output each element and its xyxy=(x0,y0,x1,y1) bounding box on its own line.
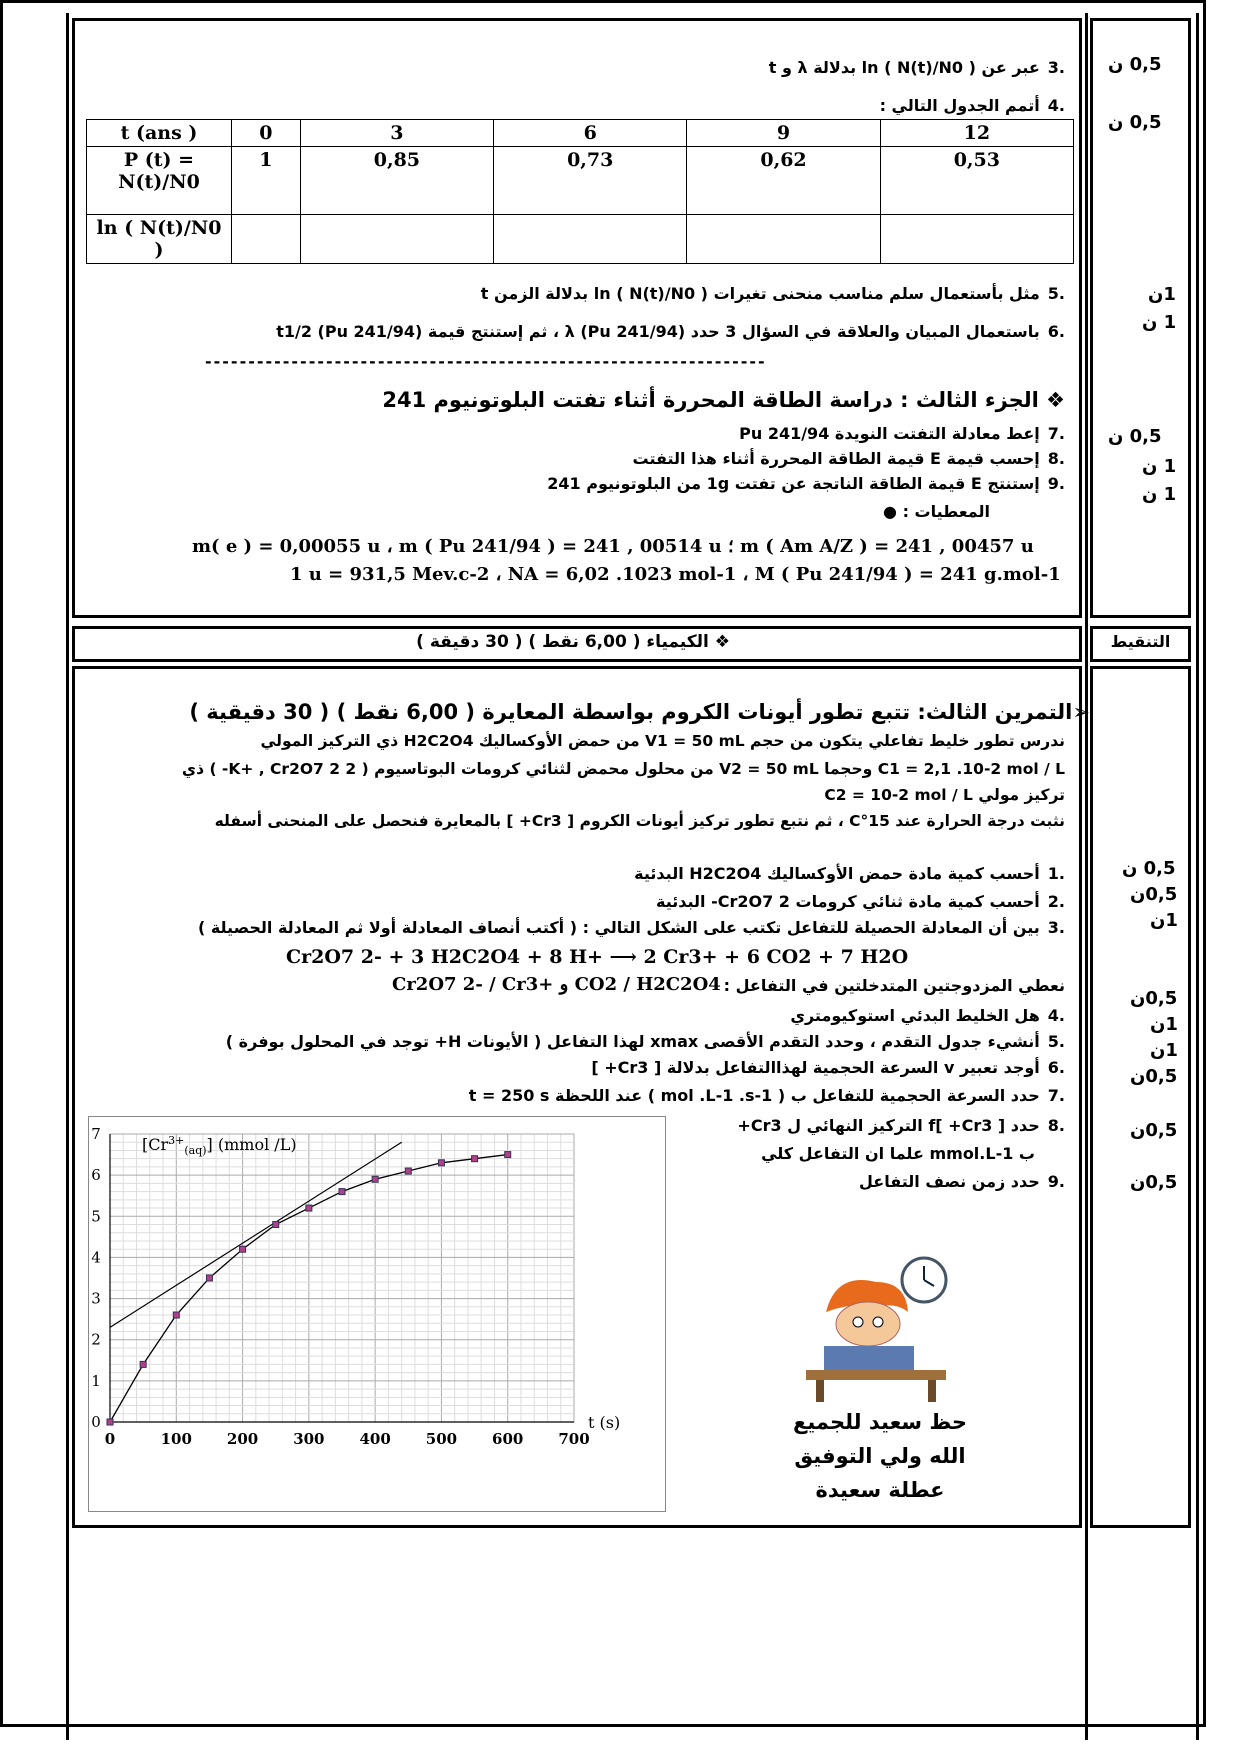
chemistry-title: ❖ الكيمياء ( 6,00 نقط ) ( 30 دقيقة ) xyxy=(416,632,730,652)
table-cell: 0,53 xyxy=(880,147,1073,215)
table-header-p: P (t) = N(t)/N0 xyxy=(87,147,232,215)
data-point xyxy=(107,1419,113,1425)
left-margin-line xyxy=(66,13,69,1740)
part3-question-7: .7إعط معادلة التفتت النويدة Pu 241/94 xyxy=(739,424,1065,443)
ex3-question-8-cont: ب mmol.L-1 علما ان التفاعل كلي xyxy=(761,1144,1035,1163)
y-tick-label: 5 xyxy=(91,1207,101,1226)
table-cell: 0,85 xyxy=(300,147,493,215)
y-tick-label: 1 xyxy=(91,1371,101,1390)
question-5: .5مثل بأستعمال سلم مناسب منحنى تغيرات ln ( N(t)/N0 ) بدلالة الزمن t xyxy=(480,284,1065,303)
y-tick-label: 4 xyxy=(91,1248,101,1267)
wish-line-2: الله ولي التوفيق xyxy=(794,1444,966,1468)
reaction-equation: Cr2O7 2- + 3 H2C2O4 + 8 H+ ⟶ 2 Cr3+ + 6 CO2 + 7 H2O xyxy=(286,946,909,968)
grade-ex3-q9: 0,5ن xyxy=(1130,1172,1178,1193)
ex3-question-2: .2أحسب كمية مادة ثنائي كرومات Cr2O7 2- البدئية xyxy=(656,892,1065,911)
ex3-question-5: .5أنشيء جدول التقدم ، وحدد التقدم الأقصى xmax لهذا التفاعل ( الأيونات H+ توجد في المحلول بوفرة ) xyxy=(225,1032,1065,1051)
data-point xyxy=(438,1160,444,1166)
grade-part3-q9: 1 ن xyxy=(1142,484,1177,505)
couples-intro: نعطي المزدوجتين المتدخلتين في التفاعل : xyxy=(723,976,1065,995)
x-tick-label: 0 xyxy=(104,1430,116,1448)
grade-ex3-q3: 1ن xyxy=(1150,910,1178,931)
data-point xyxy=(505,1152,511,1158)
grade-ex3-q5: 1ن xyxy=(1150,1014,1178,1035)
grade-ex3-q4: 0,5ن xyxy=(1130,988,1178,1009)
data-line-1: m( e ) = 0,00055 u ، m ( Pu 241/94 ) = 241 , 00514 u ؛ m ( Am A/Z ) = 241 , 00457 u xyxy=(192,536,1034,557)
table-header-t: t (ans ) xyxy=(87,120,232,147)
x-tick-label: 600 xyxy=(492,1430,524,1448)
right-margin-line xyxy=(1196,13,1199,1740)
table-header-ln: ln ( N(t)/N0 ) xyxy=(87,215,232,264)
intro-line-2: C1 = 2,1 .10-2 mol / L وحجما V2 = 50 mL من محلول محمض لثنائي كرومات البوتاسيوم ( 2 K+ , Cr2O7 2- ) ذي xyxy=(181,760,1065,778)
chart-y-axis-label: $[Cr^{3+}_{(aq)}]$ (mmol /L) xyxy=(142,1134,297,1157)
table-cell-empty xyxy=(232,215,301,264)
table-cell: 3 xyxy=(300,120,493,147)
question-3: .3عبر عن ln ( N(t)/N0 ) بدلالة λ و t xyxy=(768,58,1065,77)
data-point xyxy=(372,1176,378,1182)
ex3-question-4: .4هل الخليط البدئي استوكيومتري xyxy=(790,1006,1065,1025)
grade-q3: 0,5 ن xyxy=(1108,54,1162,75)
part3-title: ❖ الجزء الثالث : دراسة الطاقة المحررة أثناء تفتت البلوتونيوم 241 xyxy=(382,388,1065,412)
ex3-question-7: .7حدد السرعة الحجمية للتفاعل ب ( mol .L-1 .s-1 ) عند اللحظة t = 250 s xyxy=(468,1086,1065,1105)
table-cell: 0 xyxy=(232,120,301,147)
intro-line-1: ندرس تطور خليط تفاعلي يتكون من حجم V1 = 50 mL من حمض الأوكساليك H2C2O4 ذي التركيز المولي xyxy=(260,732,1065,750)
table-cell-empty xyxy=(880,215,1073,264)
wish-line-1: حظ سعيد للجميع xyxy=(792,1410,968,1434)
data-point xyxy=(339,1189,345,1195)
x-tick-label: 100 xyxy=(160,1430,192,1448)
data-point xyxy=(206,1275,212,1281)
x-tick-label: 200 xyxy=(226,1430,259,1448)
ex3-question-8: .8حدد [ Cr3+ ]f التركيز النهائي ل Cr3+ xyxy=(737,1116,1065,1135)
data-point xyxy=(140,1361,146,1367)
grade-column-label: التنقيط xyxy=(1110,632,1171,651)
ex3-question-1: .1أحسب كمية مادة حمض الأوكساليك H2C2O4 البدئية xyxy=(634,864,1065,883)
grade-ex3-q8: 0,5ن xyxy=(1130,1120,1178,1141)
data-point xyxy=(405,1168,411,1174)
data-point xyxy=(273,1222,279,1228)
x-tick-label: 700 xyxy=(558,1430,590,1448)
data-point xyxy=(306,1205,312,1211)
chart-x-axis-label: t (s) xyxy=(588,1413,621,1432)
intro-line-3: تركيز مولي C2 = 10-2 mol / L xyxy=(824,786,1065,804)
grade-part3-q7: 0,5 ن xyxy=(1108,426,1162,447)
data-line-2: 1 u = 931,5 Mev.c-2 ، NA = 6,02 .1023 mol-1 ، M ( Pu 241/94 ) = 241 g.mol-1 xyxy=(290,564,1061,585)
table-cell: 12 xyxy=(880,120,1073,147)
grade-ex3-q6: 1ن xyxy=(1150,1040,1178,1061)
y-tick-label: 3 xyxy=(91,1289,101,1308)
table-cell: 0,62 xyxy=(687,147,880,215)
grade-q5: 1ن xyxy=(1148,284,1176,305)
grade-q6: 1 ن xyxy=(1142,312,1177,333)
question-6: .6باستعمال المبيان والعلاقة في السؤال 3 حدد (Pu 241/94) λ ، ثم إستنتج قيمة t1/2 (Pu 241/94) xyxy=(276,322,1065,341)
table-cell: 6 xyxy=(494,120,687,147)
x-tick-label: 500 xyxy=(425,1430,458,1448)
question-4: .4أتمم الجدول التالي : xyxy=(879,96,1065,115)
data-point xyxy=(173,1312,179,1318)
grade-q4: 0,5 ن xyxy=(1108,112,1162,133)
x-tick-label: 300 xyxy=(293,1430,325,1448)
part3-question-9: .9إستنتج E قيمة الطاقة الناتجة عن تفتت 1g من البلوتونيوم 241 xyxy=(547,474,1065,493)
grade-column-line xyxy=(1085,13,1088,1740)
table-cell: 1 xyxy=(232,147,301,215)
table-cell-empty xyxy=(300,215,493,264)
desk-shape xyxy=(806,1370,946,1380)
arrow-icon: ➢ xyxy=(1072,700,1090,724)
table-cell-empty xyxy=(494,215,687,264)
y-tick-label: 0 xyxy=(91,1413,101,1431)
table-cell: 9 xyxy=(687,120,880,147)
y-tick-label: 2 xyxy=(91,1330,101,1349)
face-shape xyxy=(836,1302,900,1346)
student-clock-illustration xyxy=(796,1252,956,1402)
ex3-question-6: .6أوجد تعبير v السرعة الحجمية لهذاالتفاعل بدلالة [ Cr3+ ] xyxy=(591,1058,1065,1077)
data-point xyxy=(472,1156,478,1162)
data-label: المعطيات : ● xyxy=(883,502,990,521)
wish-line-3: عطلة سعيدة xyxy=(815,1478,945,1502)
intro-line-4: نثبت درجة الحرارة عند 15°C ، ثم نتبع تطور تركيز أيونات الكروم [ Cr3+ ] بالمعايرة فنحصل على المنحنى أسفله xyxy=(214,812,1065,830)
table-cell: 0,73 xyxy=(494,147,687,215)
grade-ex3-q7: 0,5ن xyxy=(1130,1066,1178,1087)
y-tick-label: 7 xyxy=(91,1125,101,1143)
grade-ex3-q2: 0,5ن xyxy=(1130,884,1178,905)
ex3-question-9: .9حدد زمن نصف التفاعل xyxy=(858,1172,1065,1191)
table-cell-empty xyxy=(687,215,880,264)
decay-table xyxy=(86,119,1074,264)
data-point xyxy=(240,1246,246,1252)
part3-question-8: .8إحسب قيمة E قيمة الطاقة المحررة أثناء هذا التفتت xyxy=(632,449,1065,468)
y-tick-label: 6 xyxy=(91,1166,101,1185)
exercise3-title: ➢التمرين الثالث: تتبع تطور أيونات الكروم بواسطة المعايرة ( 6,00 نقط ) ( 30 دقيقية ) xyxy=(189,700,1090,724)
x-tick-label: 400 xyxy=(359,1430,391,1448)
dashed-separator: ----------------------------------------------------------------- xyxy=(205,352,767,371)
grade-part3-q8: 1 ن xyxy=(1142,456,1177,477)
redox-couples: Cr2O7 2- / Cr3+ و CO2 / H2C2O4 xyxy=(392,974,721,995)
chromium-concentration-chart xyxy=(88,1116,666,1512)
grade-ex3-q1: 0,5 ن xyxy=(1122,858,1176,879)
ex3-question-3: .3بين أن المعادلة الحصيلة للتفاعل تكتب على الشكل التالي : ( أكتب أنصاف المعادلة أولا ثم المعادلة الحصيلة ) xyxy=(197,918,1065,937)
grade-box-bottom xyxy=(1090,666,1191,1528)
